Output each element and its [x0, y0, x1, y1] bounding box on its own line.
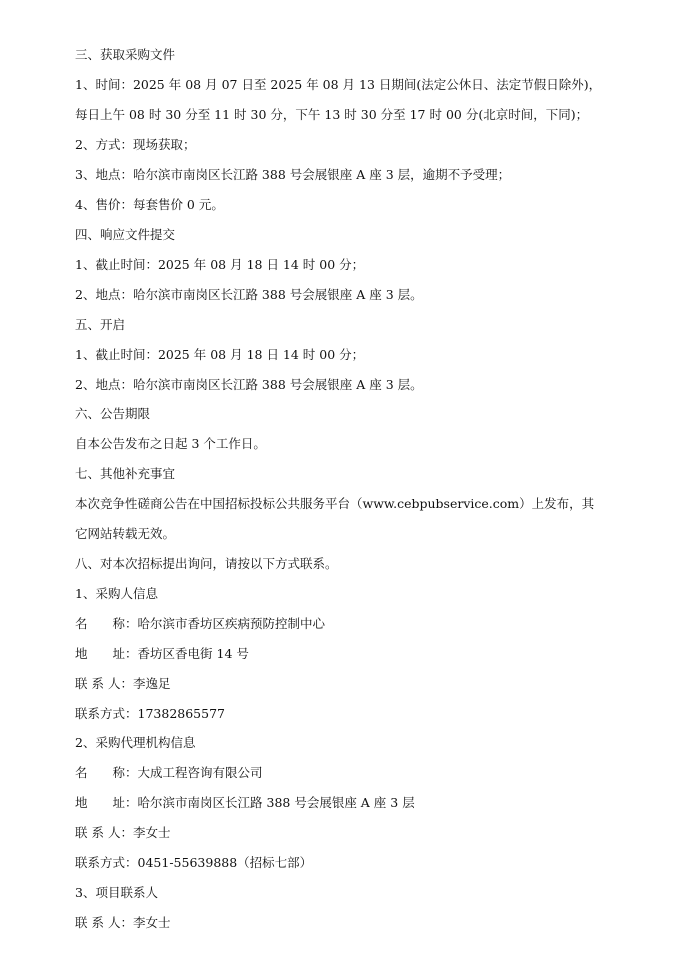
agency-contact-value: 李女士 [132, 825, 171, 840]
agency-address-row [75, 795, 415, 811]
other-info-line-2: 它网站转载无效。 [75, 526, 176, 541]
field-label: 联系方式： [75, 855, 138, 870]
agency-name-row [75, 765, 263, 781]
submission-deadline-line: 1、截止时间：2025 年 08 月 18 日 14 时 00 分； [75, 257, 365, 272]
other-info-line-1: 本次竞争性磋商公告在中国招标投标公共服务平台（www.cebpubservice.com）上发布，其 [75, 496, 595, 511]
field-label: 联 系 人： [75, 676, 133, 691]
section-heading-opening: 五、开启 [75, 317, 126, 332]
purchaser-phone-row [75, 706, 225, 722]
purchaser-address-row [75, 646, 249, 662]
obtain-method-line: 2、方式：现场获取； [75, 137, 196, 152]
agency-phone-row [75, 855, 312, 871]
purchaser-contact-row [75, 676, 170, 692]
field-label: 联 系 人： [75, 915, 133, 930]
field-label: 地 址： [75, 795, 138, 810]
purchaser-name-row [75, 616, 325, 632]
obtain-time-detail-line: 每日上午 08 时 30 分至 11 时 30 分，下午 13 时 30 分至 17 时 00 分(北京时间，下同)； [75, 107, 589, 122]
agency-phone-value: 0451-55639888（招标七部） [137, 855, 313, 870]
section-heading-other: 七、其他补充事宜 [75, 466, 176, 481]
field-label: 名 称： [75, 765, 138, 780]
purchaser-contact-value: 李逸足 [132, 676, 171, 691]
agency-name-value: 大成工程咨询有限公司 [137, 765, 263, 780]
purchaser-phone-value: 17382865577 [137, 706, 225, 721]
agency-info-heading: 2、采购代理机构信息 [75, 735, 196, 750]
purchaser-info-heading: 1、采购人信息 [75, 586, 158, 601]
price-line: 4、售价：每套售价 0 元。 [75, 197, 224, 212]
opening-deadline-line: 1、截止时间：2025 年 08 月 18 日 14 时 00 分； [75, 347, 365, 362]
section-heading-contact: 八、对本次招标提出询问，请按以下方式联系。 [75, 556, 338, 571]
purchaser-address-value: 香坊区香电街 14 号 [137, 646, 249, 661]
field-label: 联 系 人： [75, 825, 133, 840]
period-line: 自本公告发布之日起 3 个工作日。 [75, 436, 266, 451]
section-heading-submission: 四、响应文件提交 [75, 227, 176, 242]
project-contact-heading: 3、项目联系人 [75, 885, 158, 900]
agency-address-value: 哈尔滨市南岗区长江路 388 号会展银座 A 座 3 层 [137, 795, 415, 810]
obtain-time-line: 1、时间：2025 年 08 月 07 日至 2025 年 08 月 13 日期间(法定公休日、法定节假日除外)， [75, 77, 602, 92]
project-contact-row [75, 915, 170, 931]
field-label: 联系方式： [75, 706, 138, 721]
purchaser-name-value: 哈尔滨市香坊区疾病预防控制中心 [137, 616, 326, 631]
section-heading-obtain-docs: 三、获取采购文件 [75, 47, 176, 62]
obtain-location-line: 3、地点：哈尔滨市南岗区长江路 388 号会展银座 A 座 3 层，逾期不予受理； [75, 167, 511, 182]
field-label: 地 址： [75, 646, 138, 661]
field-label: 名 称： [75, 616, 138, 631]
submission-location-line: 2、地点：哈尔滨市南岗区长江路 388 号会展银座 A 座 3 层。 [75, 287, 423, 302]
section-heading-period: 六、公告期限 [75, 406, 151, 421]
agency-contact-row [75, 825, 170, 841]
opening-location-line: 2、地点：哈尔滨市南岗区长江路 388 号会展银座 A 座 3 层。 [75, 377, 423, 392]
project-contact-value: 李女士 [132, 915, 171, 930]
